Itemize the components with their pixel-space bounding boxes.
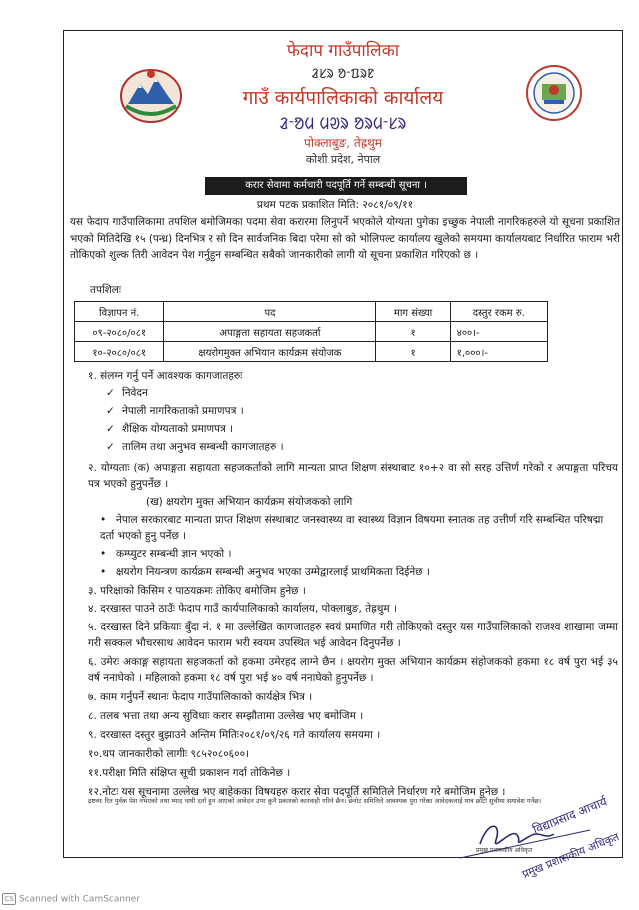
section-5-text: ५. दरखास्त दिने प्रकियाः बुँदा नं. १ मा उल्लेखित कागजातहरु स्वयं प्रमाणित गरी तोकिएको दस्तुर यस गाउँपालिकाको राजश्व शाखामा जम्मा गरी सक्कल भौचरसाथ आवेदन फाराम भरी स्वयम उपस्थित भई आवेदन दिनुपर्नेछ । [88, 621, 618, 649]
checklist-item [106, 440, 284, 454]
header-line-2: ᱲᱥᱨ ᱚᱼᱯᱨᱱ [311, 67, 375, 82]
list-item [100, 546, 620, 562]
list-item-text: कम्प्युटर सम्बन्धी ज्ञान भएको । [116, 548, 232, 560]
column-header: माग संख्या [376, 302, 450, 322]
checklist-item-label: निवेदन [122, 387, 148, 399]
checklist-item-label: नेपाली नागरिकताको प्रमाणपत्र । [122, 405, 244, 417]
ad-number-cell: १०-२०८०/०८१ [75, 342, 164, 362]
header-line-4: ᱲᱼᱚᱢ ᱢᱣᱨ ᱚᱨᱢᱼᱥᱨ [279, 114, 407, 133]
column-header: पद [164, 302, 376, 322]
notice-title-banner: करार सेवामा कर्मचारी पदपूर्ति गर्ने सम्बन्धी सूचना । [205, 177, 467, 195]
check-icon: ✓ [106, 441, 115, 453]
province-name: कोशी प्रदेश, नेपाल [305, 153, 381, 166]
section-4-text: ४. दरखास्त पाउने ठाउँः फेदाप गाउँ कार्यपालिकाको कार्यालय, पोक्लाबुङ, तेह्रथुम । [88, 603, 398, 615]
section-3-text: ३. परिक्षाको किसिम र पाठयक्रमः तोकिए बमोजिम हुनेछ । [88, 585, 306, 597]
table-row [75, 322, 548, 342]
section-6-text: ६. उमेरः अकाङ्ग सहायता सहजकर्ता को हकमा उमेरहद लाग्ने छैन । क्षयरोग मुक्त अभियान कार्यक्रम संहोजकको हकमा १८ वर्ष पुरा भई ३५ वर्ष ननाघेको । महिलाको हकमा १८ वर्ष पुरा भई ४० वर्ष ननाघेको हुनुपर्नेछ । [88, 656, 618, 684]
list-item [100, 564, 620, 580]
signatory-small-label: प्रमुख प्रशासकीय अधिकृत [476, 847, 533, 854]
fee-cell: ४००।- [450, 322, 547, 342]
check-icon: ✓ [106, 423, 115, 435]
column-header: दस्तुर रकम रु. [450, 302, 547, 322]
section-8-text: ८. तलब भत्ता तथा अन्य सुविधाः करार सम्झौतामा उल्लेख भए बमोजिम । [88, 710, 364, 722]
post-cell: अपाङ्गता सहायता सहजकर्ता [164, 322, 376, 342]
count-cell: १ [376, 322, 450, 342]
checklist-item [106, 404, 244, 418]
list-item [100, 512, 620, 544]
section-7-text: ७. काम गर्नुपर्ने स्थानः फेदाप गाउँपालिकाको कार्यक्षेत्र भित्र । [88, 691, 313, 703]
vacancy-table [74, 301, 548, 362]
section-1-heading: १. संलग्न गर्नु पर्ने आवश्यक कागजातहरुः [88, 370, 243, 382]
list-item-text: नेपाल सरकारबाट मान्यता प्राप्त शिक्षण संस्थाबाट जनस्वास्थ्य वा स्वास्थ्य विज्ञान विषयमा स्नातक तह उत्तीर्ण गरि सम्बन्धित परिषद्मा दर्ता भएको हुनु पर्नेछ । [100, 514, 604, 542]
section-11-text: ११.परीक्षा मिति संक्षिप्त सूची प्रकाशन गर्दा तोकिनेछ । [88, 767, 291, 779]
office-name: गाउँ कार्यपालिकाको कार्यालय [242, 87, 444, 109]
office-address: पोक्लाबुङ, तेह्रथुम [304, 136, 382, 150]
ad-number-cell: ०९-२०८०/०८१ [75, 322, 164, 342]
camscanner-icon: CS [2, 893, 16, 905]
table-header-row [75, 302, 548, 322]
signatory-title: प्रमुख प्रशासकीय अधिकृत [520, 830, 621, 881]
column-header: विज्ञापन नं. [75, 302, 164, 322]
table-row [75, 342, 548, 362]
checklist-item-label: शैक्षिक योग्यताको प्रमाणपत्र । [122, 423, 234, 435]
count-cell: १ [376, 342, 450, 362]
checklist-item [106, 422, 233, 436]
section-12-text: १२.नोटः यस सूचनामा उल्लेख भए बाहेकका विषयहरु करार सेवा पदपूर्ति समितिले निर्धारण गरे बमोजिम हुनेछ । [88, 786, 506, 798]
check-icon: ✓ [106, 387, 115, 399]
bullet-icon: • [100, 566, 107, 578]
signatory-name: विद्याप्रसाद आचार्य [530, 794, 609, 837]
section-2-text: २. योग्यताः (क) अपाङ्गता सहायता सहजकर्ताको लागि मान्यता प्राप्त शिक्षण संस्थाबाट १०+२ वा सो सरह उत्तिर्ण गरेको र अपाङ्गता परिचय पत्र भएको हुनुपर्नेछ । [88, 462, 618, 490]
section-2b-heading: (ख) क्षयरोग मुक्त अभियान कार्यक्रम संयोजकको लागि [146, 496, 353, 508]
scanner-watermark [2, 893, 140, 905]
intro-paragraph: यस फेदाप गाउँपालिकामा तपशिल बमोजिमका पदमा सेवा करारमा लिनुपर्ने भएकोले योग्यता पुगेका इच्छुक नेपाली नागरिकहरुले यो सूचना प्रकाशित भएको मितिदेखि १५ (पन्ध्र) दिनभित्र र सो दिन सार्वजनिक बिदा परेमा सो को भोलिपल्ट कार्यालय खुलेको समयमा कार्यालयबाट निर्धारित फाराम भरी तोकिएको शुल्क तिरी आवेदन पेश गर्नुहुन सम्बन्धित सबैको जानकारीको लागी यो सूचना प्रकाशित गरिएको छ । [70, 216, 620, 261]
bullet-icon: • [100, 548, 107, 560]
footnote: द्रष्टव्यः रित पुर्वक पेश नभएको तथा म्याद नाघी दर्ता हुन आएको आवेदन उपर कुनै प्रकारको कारवाही गरिने छैन। छनोट समितिले आवश्यक पुरा गरेका आवेदकलाई मात्र छोटो सुचीमा समावेश गर्नेछ। [88, 797, 542, 805]
bullet-icon: • [100, 514, 107, 526]
checklist-item [106, 386, 148, 400]
section-9-text: ९. दरखास्त दस्तुर बुझाउने अन्तिम मितिः२०८१/०९/२६ गते कार्यालय समयमा । [88, 729, 381, 741]
municipality-name: फेदाप गाउँपालिका [286, 41, 400, 61]
check-icon: ✓ [106, 405, 115, 417]
checklist-item-label: तालिम तथा अनुभव सम्बन्धी कागजातहरु । [122, 441, 284, 453]
list-item-text: क्षयरोग नियन्त्रण कार्यक्रम सम्बन्धी अनुभव भएका उम्मेद्वारलाई प्राथमिकता दिईनेछ । [116, 566, 430, 578]
watermark-text: Scanned with CamScanner [19, 894, 141, 905]
details-label: तपशिलः [90, 284, 122, 296]
publication-date: प्रथम पटक प्रकाशित मिति: २०८१/०९/११ [256, 199, 414, 211]
post-cell: क्षयरोगमुक्त अभियान कार्यक्रम संयोजक [164, 342, 376, 362]
fee-cell: १,०००।- [450, 342, 547, 362]
section-10-text: १०.थप जानकारीको लागीः ९८५२०८०६००। [88, 748, 250, 760]
